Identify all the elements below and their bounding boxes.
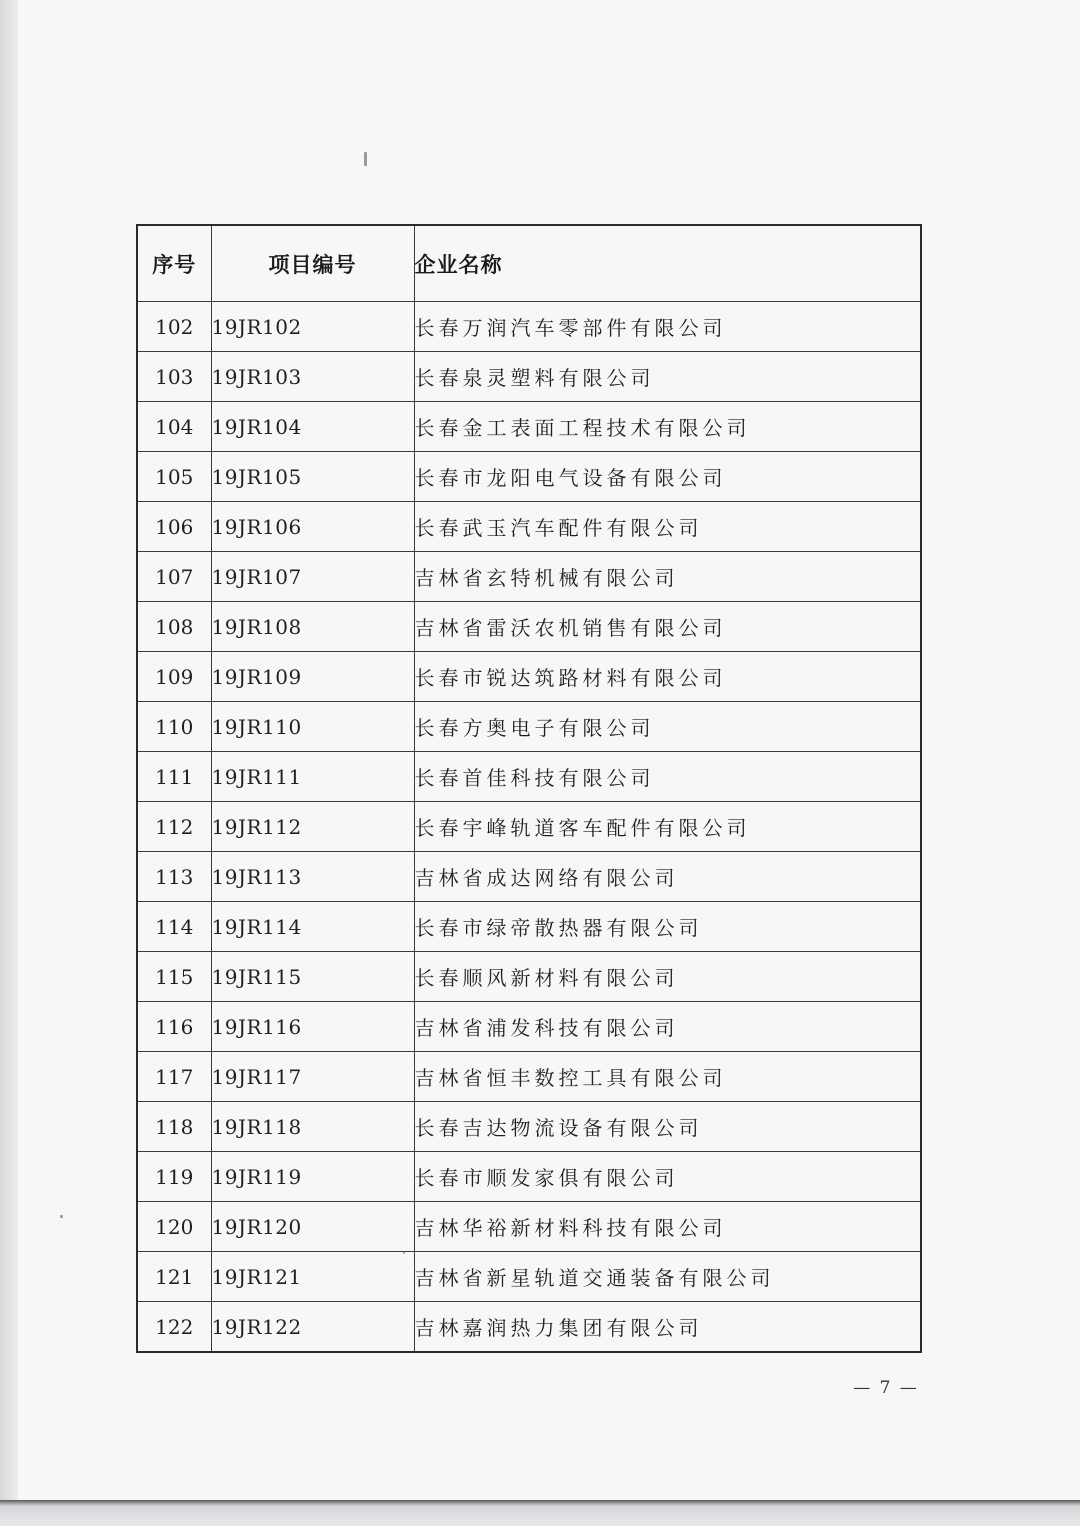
seq-cell: 115 (137, 952, 211, 1002)
project-code-cell: 19JR121 (211, 1252, 414, 1302)
binding-shadow (0, 0, 18, 1526)
project-code-cell: 19JR116 (211, 1002, 414, 1052)
seq-cell: 121 (137, 1252, 211, 1302)
table-row (137, 1252, 921, 1302)
company-name-cell: 吉林华裕新材料科技有限公司 (414, 1202, 921, 1252)
company-name-cell: 吉林省新星轨道交通装备有限公司 (414, 1252, 921, 1302)
table-row (137, 852, 921, 902)
table-row (137, 902, 921, 952)
seq-cell: 118 (137, 1102, 211, 1152)
seq-cell: 108 (137, 602, 211, 652)
project-code-cell: 19JR108 (211, 602, 414, 652)
seq-cell: 122 (137, 1302, 211, 1353)
company-name-cell: 长春宇峰轨道客车配件有限公司 (414, 802, 921, 852)
company-name-cell: 长春市锐达筑路材料有限公司 (414, 652, 921, 702)
table-row (137, 1002, 921, 1052)
company-name-cell: 长春武玉汽车配件有限公司 (414, 502, 921, 552)
company-name-cell: 长春吉达物流设备有限公司 (414, 1102, 921, 1152)
company-name-cell: 吉林省浦发科技有限公司 (414, 1002, 921, 1052)
project-code-cell: 19JR122 (211, 1302, 414, 1353)
table-row (137, 402, 921, 452)
table-row (137, 1202, 921, 1252)
table-row (137, 602, 921, 652)
seq-cell: 105 (137, 452, 211, 502)
seq-cell: 111 (137, 752, 211, 802)
seq-cell: 112 (137, 802, 211, 852)
seq-cell: 104 (137, 402, 211, 452)
seq-cell: 120 (137, 1202, 211, 1252)
company-name-cell: 长春金工表面工程技术有限公司 (414, 402, 921, 452)
table-row (137, 352, 921, 402)
table-row (137, 452, 921, 502)
project-code-cell: 19JR105 (211, 452, 414, 502)
seq-cell: 103 (137, 352, 211, 402)
seq-cell: 107 (137, 552, 211, 602)
header-project-code: 项目编号 (211, 225, 414, 302)
seq-cell: 113 (137, 852, 211, 902)
project-code-cell: 19JR107 (211, 552, 414, 602)
header-company-name: 企业名称 (414, 225, 921, 302)
project-code-cell: 19JR117 (211, 1052, 414, 1102)
project-code-cell: 19JR110 (211, 702, 414, 752)
table-row (137, 802, 921, 852)
company-name-cell: 长春泉灵塑料有限公司 (414, 352, 921, 402)
company-name-cell: 长春方奥电子有限公司 (414, 702, 921, 752)
table-header-row (137, 225, 921, 302)
table-body (137, 302, 921, 1353)
table-row (137, 552, 921, 602)
project-code-cell: 19JR106 (211, 502, 414, 552)
project-code-cell: 19JR115 (211, 952, 414, 1002)
table-row (137, 652, 921, 702)
table-row (137, 1302, 921, 1353)
scan-speck (60, 1215, 63, 1218)
project-code-cell: 19JR103 (211, 352, 414, 402)
project-code-cell: 19JR119 (211, 1152, 414, 1202)
seq-cell: 116 (137, 1002, 211, 1052)
table-row (137, 502, 921, 552)
scan-speck (364, 152, 367, 166)
project-code-cell: 19JR118 (211, 1102, 414, 1152)
table-row (137, 952, 921, 1002)
seq-cell: 119 (137, 1152, 211, 1202)
table-row (137, 702, 921, 752)
seq-cell: 114 (137, 902, 211, 952)
project-code-cell: 19JR112 (211, 802, 414, 852)
company-name-cell: 吉林省雷沃农机销售有限公司 (414, 602, 921, 652)
project-code-cell: 19JR104 (211, 402, 414, 452)
company-name-cell: 长春万润汽车零部件有限公司 (414, 302, 921, 352)
project-code-cell: 19JR102 (211, 302, 414, 352)
seq-cell: 110 (137, 702, 211, 752)
seq-cell: 106 (137, 502, 211, 552)
company-name-cell: 吉林省成达网络有限公司 (414, 852, 921, 902)
table-row (137, 1152, 921, 1202)
table-row (137, 302, 921, 352)
project-code-cell: 19JR114 (211, 902, 414, 952)
table-row (137, 1102, 921, 1152)
scan-bottom-edge (0, 1500, 1080, 1526)
table-row (137, 752, 921, 802)
seq-cell: 102 (137, 302, 211, 352)
header-seq: 序号 (137, 225, 211, 302)
enterprise-project-table (136, 224, 922, 1353)
company-name-cell: 吉林省玄特机械有限公司 (414, 552, 921, 602)
project-code-cell: 19JR120 (211, 1202, 414, 1252)
project-code-cell: 19JR111 (211, 752, 414, 802)
project-code-cell: 19JR109 (211, 652, 414, 702)
company-name-cell: 长春市龙阳电气设备有限公司 (414, 452, 921, 502)
company-name-cell: 长春首佳科技有限公司 (414, 752, 921, 802)
company-name-cell: 长春市顺发家俱有限公司 (414, 1152, 921, 1202)
table-row (137, 1052, 921, 1102)
seq-cell: 117 (137, 1052, 211, 1102)
company-name-cell: 吉林省恒丰数控工具有限公司 (414, 1052, 921, 1102)
seq-cell: 109 (137, 652, 211, 702)
company-name-cell: 吉林嘉润热力集团有限公司 (414, 1302, 921, 1353)
company-name-cell: 长春顺风新材料有限公司 (414, 952, 921, 1002)
project-code-cell: 19JR113 (211, 852, 414, 902)
page-number: — 7 — (853, 1378, 919, 1398)
company-name-cell: 长春市绿帝散热器有限公司 (414, 902, 921, 952)
